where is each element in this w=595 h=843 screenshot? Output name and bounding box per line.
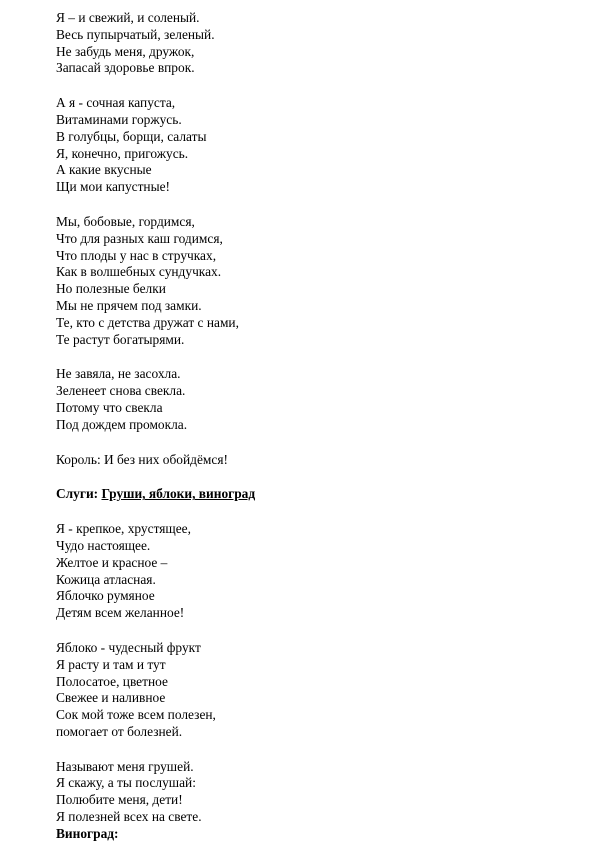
poem-line: Я полезней всех на свете. [56, 809, 202, 825]
poem-line: Я скажу, а ты послушай: [56, 775, 196, 791]
poem-line: А я - сочная капуста, [56, 95, 176, 111]
poem-line: Но полезные белки [56, 281, 166, 297]
poem-line: Я – и свежий, и соленый. [56, 10, 200, 25]
poem-line: Я, конечно, пригожусь. [56, 145, 189, 161]
poem-line: Сок мой тоже всем полезен, [56, 707, 216, 723]
servants-heading [56, 486, 595, 503]
grape-heading: Виноград: [56, 825, 119, 841]
poem-line: Детям всем желанное! [56, 605, 185, 621]
poem-line: Что плоды у нас в стручках, [56, 247, 217, 263]
poem-line: Чудо настоящее. [56, 537, 151, 553]
poem-line: Под дождем промокла. [56, 416, 188, 432]
stanza-cucumber [56, 10, 595, 77]
stanza-legumes [56, 214, 595, 348]
servants-items: Груши, яблоки, виноград [101, 486, 256, 502]
poem-line: Мы, бобовые, гордимся, [56, 213, 195, 229]
poem-line: Те, кто с детства дружат с нами, [56, 314, 239, 330]
poem-line: Не забудь меня, дружок, [56, 43, 195, 59]
poem-line: В голубцы, борщи, салаты [56, 128, 207, 144]
poem-line: Зеленеет снова свекла. [56, 383, 186, 399]
poem-line: Запасай здоровье впрок. [56, 60, 195, 76]
poem-line: Яблочко румяное [56, 588, 155, 604]
poem-line: Мы не прячем под замки. [56, 297, 202, 313]
poem-line: Я расту и там и тут [56, 656, 166, 672]
poem-line: Полосатое, цветное [56, 673, 168, 689]
stanza-apple-1 [56, 521, 595, 622]
poem-line: Витаминами горжусь. [56, 111, 182, 127]
poem-line: помогает от болезней. [56, 723, 183, 739]
poem-line: Полюбите меня, дети! [56, 792, 183, 808]
king-line: Король: И без них обойдёмся! [56, 451, 228, 467]
poem-line: А какие вкусные [56, 162, 152, 178]
poem-line: Как в волшебных сундучках. [56, 264, 222, 280]
poem-line: Щи мои капустные! [56, 179, 170, 195]
poem-line: Называют меня грушей. [56, 758, 194, 774]
poem-line: Я - крепкое, хрустящее, [56, 521, 191, 537]
stanza-pear [56, 759, 595, 826]
stanza-apple-2 [56, 640, 595, 741]
stanza-cabbage [56, 95, 595, 196]
poem-line: Свежее и наливное [56, 690, 166, 706]
poem-line: Те растут богатырями. [56, 331, 185, 347]
poem-line: Кожица атласная. [56, 571, 156, 587]
poem-line: Весь пупырчатый, зеленый. [56, 26, 215, 42]
servants-label: Слуги: [56, 486, 99, 502]
poem-line: Потому что свекла [56, 399, 163, 415]
poem-line: Не завяла, не засохла. [56, 366, 181, 382]
stanza-beet [56, 366, 595, 433]
poem-line: Яблоко - чудесный фрукт [56, 639, 201, 655]
poem-line: Желтое и красное – [56, 554, 168, 570]
poem-line: Что для разных каш годимся, [56, 230, 223, 246]
